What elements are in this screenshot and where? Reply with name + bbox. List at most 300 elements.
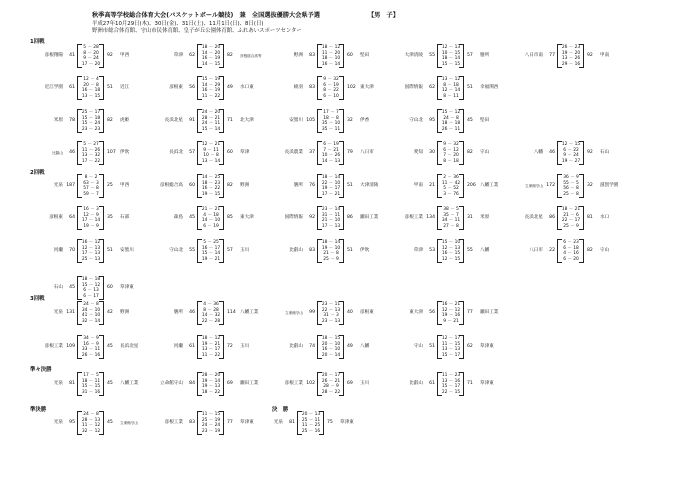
- quarter-score: 18 － 22: [201, 390, 221, 395]
- quarter-score: 56 － 8: [563, 186, 579, 192]
- quarter-score: 19 － 9: [83, 224, 99, 229]
- team-name: 八幡工業: [240, 310, 259, 315]
- team-name: 近江学園: [44, 85, 63, 90]
- team-score: 69: [347, 381, 353, 386]
- quarter-score: 2 － 36: [443, 175, 459, 181]
- venue-line: 野洲市総合体育館、守山市民体育館、皇子が丘公園体育館、ふれあいスポーツセンター: [92, 28, 302, 34]
- team-score: 91: [189, 118, 195, 123]
- team-score: 172: [546, 183, 555, 188]
- match: [390, 174, 508, 198]
- team-name: 草津: [240, 150, 250, 155]
- team-score: 46: [189, 310, 195, 315]
- quarter-score: 16 － 19: [201, 56, 221, 62]
- quarter-score: 13 － 13: [441, 347, 461, 353]
- quarter-score: 22 － 28: [201, 319, 221, 324]
- match: [510, 141, 628, 165]
- quarter-score: 8 － 18: [443, 82, 459, 88]
- quarter-score: 25 － 11: [301, 417, 321, 423]
- quarter-score: 14 － 25: [201, 175, 221, 181]
- team-score: 57: [227, 248, 233, 253]
- team-score: 114: [227, 310, 236, 315]
- team-name: 立命館守山: [120, 421, 138, 425]
- team-name: 北大津: [240, 118, 254, 123]
- quarter-score: 23 － 14: [321, 207, 341, 213]
- team-name: 愛知: [413, 150, 423, 155]
- quarter-score: 5 － 28: [83, 45, 99, 51]
- quarter-score: 11 － 15: [441, 341, 461, 347]
- team-score: 31: [467, 215, 473, 220]
- final-title: 決 勝: [272, 407, 289, 413]
- quarter-score: 5 － 27: [83, 142, 99, 148]
- match: [390, 206, 508, 230]
- match: [30, 411, 148, 435]
- quarter-score: 19 － 21: [201, 257, 221, 262]
- quarter-score: 22 － 17: [561, 218, 581, 224]
- team-score: 92: [587, 150, 593, 155]
- team-score: 81: [587, 215, 593, 220]
- team-name: 甲南: [413, 183, 423, 188]
- team-name: 光泉: [53, 381, 63, 386]
- quarter-score: 6 － 19: [323, 142, 339, 148]
- match: [150, 206, 268, 230]
- quarter-score: 5 － 25: [203, 240, 219, 246]
- quarter-score: 36 － 9: [563, 175, 579, 181]
- quarter-score: 35 － 10: [321, 121, 341, 127]
- team-name: 守山北: [169, 248, 183, 253]
- quarter-score: 13 － 15: [81, 94, 101, 99]
- team-score: 99: [309, 310, 315, 315]
- team-score: 41: [69, 53, 75, 58]
- quarter-score: 20 － 14: [321, 353, 341, 358]
- quarter-score: 12 － 14: [441, 88, 461, 94]
- quarter-score: 6 － 20: [563, 257, 579, 262]
- team-score: 82: [587, 248, 593, 253]
- team-name: 彦根工業: [44, 344, 63, 349]
- quarter-score: 22 － 15: [441, 390, 461, 395]
- team-score: 49: [227, 85, 233, 90]
- quarter-score: 15 － 14: [201, 251, 221, 257]
- team-name: 光泉: [53, 183, 63, 188]
- team-score: 95: [429, 118, 435, 123]
- team-score: 75: [327, 420, 333, 425]
- quarter-score: 28 － 9: [323, 384, 339, 390]
- team-name: 玉川: [240, 248, 250, 253]
- team-name: 甲西: [120, 53, 130, 58]
- quarter-score: 9 － 24: [83, 56, 99, 62]
- quarter-score: 13 － 16: [441, 378, 461, 384]
- quarter-score: 19 － 20: [561, 50, 581, 56]
- quarter-score: 18 － 11: [81, 378, 101, 384]
- quarter-score: 16 － 22: [201, 186, 221, 192]
- quarter-score: 24 － 8: [443, 115, 459, 121]
- team-score: 64: [69, 215, 75, 220]
- team-score: 77: [467, 310, 473, 315]
- quarter-score: 55 － 5: [563, 180, 579, 186]
- quarter-score: 15 － 10: [441, 240, 461, 246]
- team-score: 187: [66, 183, 75, 188]
- team-score: 86: [549, 215, 555, 220]
- team-score: 53: [429, 248, 435, 253]
- quarter-score: 16 － 15: [441, 251, 461, 257]
- match: [30, 372, 148, 396]
- match: [270, 335, 388, 359]
- quarter-score: 18 － 14: [441, 56, 461, 62]
- quarter-score: 12 － 17: [441, 336, 461, 342]
- team-score: 60: [227, 150, 233, 155]
- quarter-score: 10 － 8: [203, 153, 219, 159]
- team-score: 70: [69, 248, 75, 253]
- team-name: 守山北: [409, 118, 423, 123]
- quarter-score: 11 － 22: [201, 94, 221, 99]
- team-score: 60: [189, 183, 195, 188]
- team-name: 大津清陵: [360, 183, 379, 188]
- gender-label: 【男 子】: [368, 12, 399, 19]
- quarter-score: 14 － 13: [321, 159, 341, 164]
- quarter-score: 59 － 7: [83, 192, 99, 197]
- team-name: 伊吹: [120, 150, 130, 155]
- quarter-score: 8 － 20: [83, 50, 99, 56]
- quarter-score: 6 － 10: [323, 94, 339, 99]
- team-name: 彦根東: [49, 215, 63, 220]
- quarter-score: 6 － 19: [323, 82, 339, 88]
- quarter-score: 18 － 15: [321, 336, 341, 342]
- team-score: 61: [429, 381, 435, 386]
- quarter-score: 18 － 18: [441, 121, 461, 127]
- team-score: 82: [107, 118, 113, 123]
- quarter-score: 34 － 9: [83, 336, 99, 342]
- team-score: 74: [309, 344, 315, 349]
- team-score: 32: [587, 183, 593, 188]
- team-score: 46: [549, 150, 555, 155]
- quarter-score: 18 － 18: [81, 277, 101, 283]
- team-name: 野洲: [240, 183, 250, 188]
- quarter-score: 11 － 23: [441, 373, 461, 379]
- team-name: 八日市: [529, 248, 543, 253]
- match: [270, 301, 388, 325]
- quarter-score: 26 － 11: [441, 127, 461, 132]
- team-score: 131: [66, 310, 75, 315]
- quarter-score: 13 － 14: [201, 159, 221, 164]
- quarter-score: 15 － 15: [441, 62, 461, 67]
- match: [270, 239, 388, 263]
- team-name: 瀬田工業: [360, 215, 379, 220]
- quarter-score: 19 － 27: [561, 159, 581, 164]
- quarter-score: 6 － 19: [203, 224, 219, 229]
- team-score: 83: [309, 53, 315, 58]
- quarter-score: 27 － 8: [443, 224, 459, 229]
- quarter-score: 21 － 21: [201, 207, 221, 213]
- quarter-score: 19 － 15: [201, 192, 221, 197]
- team-name: 彦根総合高: [160, 183, 183, 188]
- team-score: 45: [107, 420, 113, 425]
- team-name: 立命館守山: [160, 381, 183, 386]
- team-name: 長浜北星: [524, 215, 543, 220]
- team-name: 草津東: [340, 420, 354, 425]
- team-score: 61: [189, 344, 195, 349]
- match: [390, 141, 508, 165]
- team-score: 83: [189, 420, 195, 425]
- team-name: 彦根工業: [284, 381, 303, 386]
- match: [270, 372, 388, 396]
- team-name: 草津: [173, 53, 183, 58]
- team-name: 東大津: [409, 310, 423, 315]
- team-name: 彦根東: [169, 85, 183, 90]
- team-name: 八幡: [533, 150, 543, 155]
- quarter-score: 22 － 10: [321, 180, 341, 186]
- quarter-score: 10 － 26: [321, 153, 341, 159]
- quarter-score: 12 － 21: [201, 142, 221, 148]
- quarter-score: 15 － 17: [441, 384, 461, 390]
- team-name: 八幡工業: [120, 381, 139, 386]
- team-score: 81: [289, 420, 295, 425]
- quarter-score: 21 － 8: [323, 251, 339, 257]
- match: [510, 239, 628, 263]
- section-title: 準々決勝: [30, 367, 52, 373]
- team-score: 56: [189, 85, 195, 90]
- quarter-score: 13 － 26: [561, 56, 581, 62]
- quarter-score: 16 － 3: [83, 207, 99, 213]
- team-score: 82: [227, 183, 233, 188]
- quarter-score: 24 － 8: [83, 302, 99, 308]
- quarter-score: 11 － 22: [201, 353, 221, 358]
- team-name: 比叡山: [289, 248, 303, 253]
- quarter-score: 17 － 22: [81, 159, 101, 164]
- team-name: 東大津: [360, 85, 374, 90]
- quarter-score: 26 － 21: [321, 378, 341, 384]
- quarter-score: 25 － 9: [563, 224, 579, 229]
- team-name: 守山: [480, 150, 490, 155]
- team-name: 彦根工業: [404, 215, 423, 220]
- team-name: 長浜農業: [284, 150, 303, 155]
- match: [30, 109, 148, 133]
- team-score: 46: [69, 150, 75, 155]
- team-name: 草津東: [120, 285, 134, 290]
- quarter-score: 19 － 13: [201, 384, 221, 390]
- quarter-score: 19 － 21: [201, 341, 221, 347]
- quarter-score: 12 － 13: [441, 45, 461, 51]
- team-score: 37: [309, 150, 315, 155]
- quarter-score: 12 － 12: [441, 307, 461, 313]
- quarter-score: 25 － 9: [323, 257, 339, 262]
- team-name: 瀬田工業: [480, 310, 499, 315]
- quarter-score: 25 － 13: [81, 257, 101, 262]
- team-name: 安曇川: [289, 118, 303, 123]
- team-score: 55: [467, 248, 473, 253]
- team-score: 77: [227, 420, 233, 425]
- quarter-score: 18 － 10: [321, 56, 341, 62]
- team-name: 米原: [480, 215, 490, 220]
- quarter-score: 17 － 5: [83, 373, 99, 379]
- team-score: 60: [107, 285, 113, 290]
- quarter-score: 13 － 32: [81, 153, 101, 159]
- quarter-score: 13 － 12: [441, 77, 461, 83]
- quarter-score: 33 － 11: [81, 347, 101, 353]
- team-score: 92: [107, 53, 113, 58]
- team-name: 米原: [53, 118, 63, 123]
- quarter-score: 4 － 18: [203, 212, 219, 218]
- quarter-score: 8 － 28: [203, 307, 219, 313]
- quarter-score: 20 － 8: [83, 82, 99, 88]
- team-score: 51: [429, 344, 435, 349]
- team-name: 甲西: [120, 183, 130, 188]
- quarter-score: 6 － 17: [83, 294, 99, 299]
- team-score: 45: [69, 285, 75, 290]
- quarter-score: 9 － 24: [563, 153, 579, 159]
- quarter-score: 16 － 14: [321, 62, 341, 67]
- team-score: 84: [189, 381, 195, 386]
- quarter-score: 18 － 14: [321, 175, 341, 181]
- quarter-score: 18 － 12: [201, 336, 221, 342]
- date-line: 平成27年10月29日(木)、30日(金)、31日(土)、11月1日(日)、8日(日): [92, 21, 264, 27]
- quarter-score: 15 － 18: [81, 115, 101, 121]
- quarter-score: 14 － 29: [201, 82, 221, 88]
- quarter-score: 8 － 11: [443, 94, 459, 99]
- team-score: 32: [347, 118, 353, 123]
- team-name: 玉川: [240, 344, 250, 349]
- quarter-score: 12 － 15: [441, 257, 461, 262]
- team-name: 草津東: [240, 420, 254, 425]
- team-score: 45: [467, 118, 473, 123]
- quarter-score: 12 － 13: [441, 245, 461, 251]
- match: [390, 109, 508, 133]
- team-score: 30: [429, 150, 435, 155]
- quarter-score: 18 － 21: [561, 207, 581, 213]
- quarter-score: 17 － 13: [321, 224, 341, 229]
- quarter-score: 16 － 19: [201, 88, 221, 94]
- quarter-score: 18 － 20: [201, 45, 221, 51]
- quarter-score: 11 － 20: [321, 50, 341, 56]
- quarter-score: 22 － 13: [321, 307, 341, 313]
- team-score: 79: [347, 150, 353, 155]
- quarter-score: 25 － 19: [201, 417, 221, 423]
- team-name: 虎姫: [120, 118, 130, 123]
- team-score: 206: [467, 183, 476, 188]
- quarter-score: 12 － 13: [81, 245, 101, 251]
- team-name: 滋賀学園: [600, 183, 619, 188]
- quarter-score: 11 － 15: [201, 412, 221, 418]
- match: [30, 276, 148, 300]
- team-name: 石部: [120, 215, 130, 220]
- quarter-score: 15 － 19: [201, 77, 221, 83]
- team-score: 77: [549, 53, 555, 58]
- quarter-score: 34 － 10: [81, 307, 101, 313]
- quarter-score: 31 － 3: [323, 313, 339, 319]
- team-score: 51: [107, 85, 113, 90]
- quarter-score: 38 － 5: [443, 207, 459, 213]
- team-score: 81: [69, 381, 75, 386]
- match: [30, 301, 148, 325]
- quarter-score: 8 － 2: [84, 175, 98, 181]
- quarter-score: 13 － 17: [201, 347, 221, 353]
- team-score: 56: [429, 310, 435, 315]
- match: [270, 206, 388, 230]
- team-name: 甲南: [600, 53, 610, 58]
- team-score: 86: [347, 215, 353, 220]
- section-title: 準決勝: [30, 407, 47, 413]
- team-name: 野洲: [120, 310, 130, 315]
- quarter-score: 23 － 13: [321, 319, 341, 324]
- team-name: 立命館守山: [525, 184, 543, 188]
- team-score: 51: [107, 248, 113, 253]
- quarter-score: 3 － 76: [443, 192, 459, 197]
- team-name: 野洲: [293, 53, 303, 58]
- quarter-score: 19 － 14: [201, 378, 221, 384]
- team-name: 彦根翔陽: [44, 53, 63, 58]
- quarter-score: 25 － 16: [301, 429, 321, 434]
- match: [390, 239, 508, 263]
- team-score: 69: [227, 381, 233, 386]
- quarter-score: 19 － 10: [321, 245, 341, 251]
- quarter-score: 21 － 6: [563, 212, 579, 218]
- quarter-score: 26 － 23: [561, 45, 581, 51]
- quarter-score: 34 － 11: [441, 218, 461, 224]
- match: [30, 76, 148, 100]
- team-score: 82: [467, 150, 473, 155]
- team-score: 62: [189, 53, 195, 58]
- match: [390, 301, 508, 325]
- team-name: 石山: [53, 285, 63, 290]
- team-name: 八日市南: [524, 53, 543, 58]
- quarter-score: 16 － 12: [81, 240, 101, 246]
- team-name: 八幡: [480, 248, 490, 253]
- team-score: 42: [107, 310, 113, 315]
- team-score: 57: [189, 150, 195, 155]
- team-name: 彦根総合高等: [240, 54, 262, 58]
- match: [30, 44, 148, 68]
- team-score: 51: [467, 85, 473, 90]
- team-score: 62: [467, 344, 473, 349]
- team-score: 40: [347, 310, 353, 315]
- team-score: 102: [347, 85, 356, 90]
- quarter-score: 35 － 11: [321, 127, 341, 132]
- quarter-score: 9 － 11: [203, 147, 219, 153]
- team-name: 光泉: [273, 420, 283, 425]
- match: [510, 206, 628, 230]
- quarter-score: 14 － 32: [201, 313, 221, 319]
- quarter-score: 19 － 17: [321, 186, 341, 192]
- quarter-score: 15 － 14: [201, 127, 221, 132]
- match: [30, 335, 148, 359]
- match: [390, 44, 508, 68]
- team-name: 立命館守山: [285, 311, 303, 315]
- team-score: 82: [227, 53, 233, 58]
- match: [150, 44, 268, 68]
- team-score: 45: [107, 344, 113, 349]
- team-score: 105: [306, 118, 315, 123]
- section-title: 3回戦: [30, 296, 45, 302]
- match: [390, 76, 508, 100]
- team-score: 92: [309, 215, 315, 220]
- team-score: 22: [549, 248, 555, 253]
- team-name: 長浜北星: [120, 344, 139, 349]
- quarter-score: 5 － 52: [443, 186, 459, 192]
- team-score: 95: [69, 420, 75, 425]
- quarter-score: 35 － 7: [443, 212, 459, 218]
- team-score: 71: [227, 118, 233, 123]
- team-name: 膳所: [293, 183, 303, 188]
- team-name: 国際情報: [284, 215, 303, 220]
- match: [150, 174, 268, 198]
- quarter-score: 7 － 20: [443, 153, 459, 159]
- quarter-score: 20 － 13: [301, 412, 321, 418]
- team-score: 72: [227, 344, 233, 349]
- quarter-score: 14 － 10: [201, 218, 221, 224]
- match: [150, 141, 268, 165]
- quarter-score: 28 － 21: [201, 115, 221, 121]
- quarter-score: 17 － 13: [81, 251, 101, 257]
- quarter-score: 14 － 15: [201, 62, 221, 67]
- quarter-score: 16 － 17: [201, 245, 221, 251]
